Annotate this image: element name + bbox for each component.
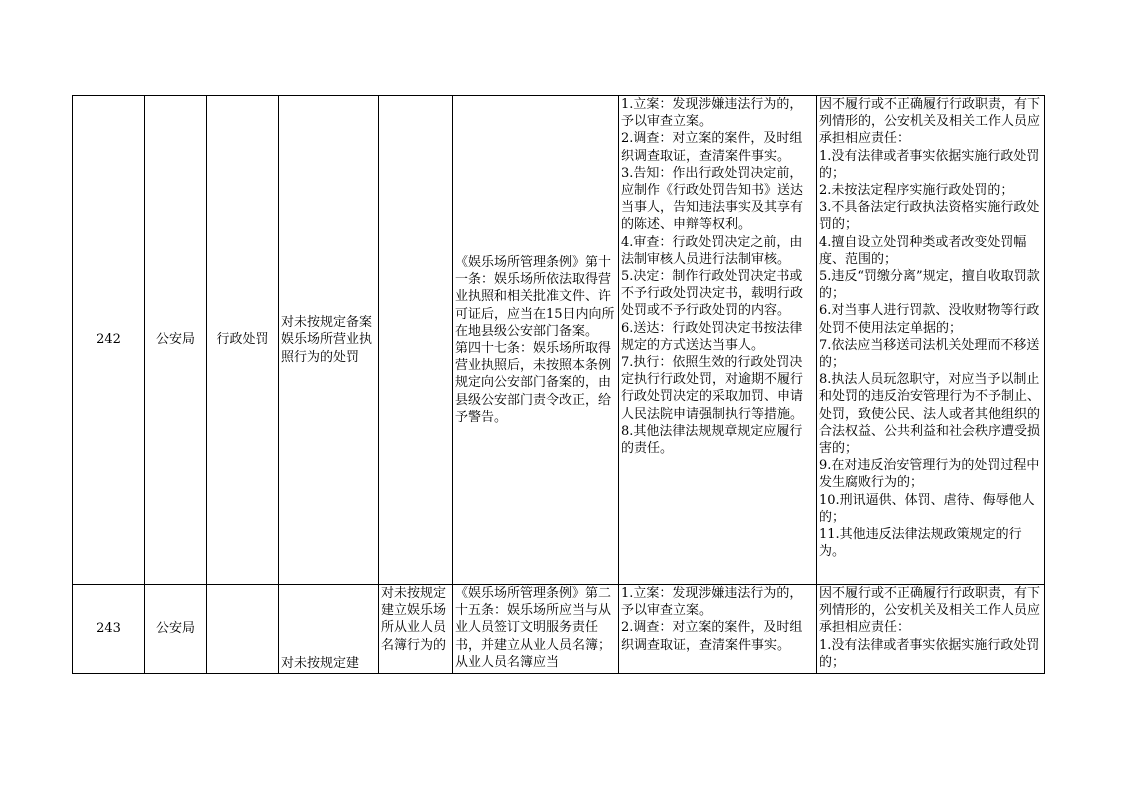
item-name-text: 对未按规定建 [281,656,360,671]
liability-text: 因不履行或不正确履行行政职责，有下列情形的，公安机关及相关工作人员应承担相应责任： 1.没有法律或者事实依据实施行政处罚的； 2.未按法定程序实施行政处罚的； 3.不具备法定行政执法资格实施行政处罚的； 4.擅自设立处罚种类或者改变处罚幅度、范围的； 5.违反“罚缴分离”规定，擅自收取罚款的； 6.对当事人进行罚款、没收财物等行政处罚不使用法定单据的； 7.依法应当移送司法机关处理而不移送的； 8.执法人员玩忽职守，对应当予以制止和处罚的违反治安管理行为不予制止、处罚，致使公民、法人或者其他组织的合法权益、公共利益和社会秩序遭受损害的； 9.在对违反治安管理行为的处罚过程中发生腐败行为的； 10.刑讯逼供、体罚、虐待、侮辱他人的； 11.其他违反法律法规政策规定的行为。 [819,97,1041,560]
power-type-cell [207,585,279,674]
table-row [73,585,1045,674]
department-cell: 公安局 [145,585,207,674]
liability-cell [817,96,1045,585]
legal-basis-text: 《娱乐场所管理条例》第十一条：娱乐场所依法取得营业执照和相关批准文件、许可证后，应当在15日内向所在地县级公安部门备案。 第四十七条：娱乐场所取得营业执照后，未按照本条例规定向公安部门备案的，由县级公安部门责令改正，给予警告。 [455,254,615,425]
rights-responsibility-table [72,95,1045,674]
sub-item-cell [379,585,453,674]
item-name-cell: 对未按规定备案娱乐场所营业执照行为的处罚 [279,96,379,585]
procedure-text: 1.立案：发现涉嫌违法行为的，予以审查立案。 2.调查：对立案的案件，及时组织调查取证，查清案件事实。 [621,586,803,653]
procedure-text: 1.立案：发现涉嫌违法行为的，予以审查立案。 2.调查：对立案的案件，及时组织调查取证，查清案件事实。 3.告知：作出行政处罚决定前，应制作《行政处罚告知书》送达当事人，告知违法事实及其享有的陈述、申辩等权利。 4.审查：行政处罚决定之前，由法制审核人员进行法制审核。 5.决定：制作行政处罚决定书或不予行政处罚决定书，载明行政处罚或不予行政处罚的内容。 6.送达：行政处罚决定书按法律规定的方式送达当事人。 7.执行：依照生效的行政处罚决定执行行政处罚，对逾期不履行行政处罚决定的采取加罚、申请人民法院申请强制执行等措施。 8.其他法律法规规章规定应履行的责任。 [621,97,804,457]
department-cell: 公安局 [145,96,207,585]
liability-text: 因不履行或不正确履行行政职责，有下列情形的，公安机关及相关工作人员应承担相应责任： 1.没有法律或者事实依据实施行政处罚的； [819,586,1041,670]
procedure-cell [619,585,817,674]
sub-item-cell [379,96,453,585]
row-number: 243 [73,585,145,674]
procedure-cell [619,96,817,585]
legal-basis-cell [453,96,619,585]
liability-cell [817,585,1045,674]
row-number: 242 [73,96,145,585]
item-name-cell [279,585,379,674]
legal-basis-cell [453,585,619,674]
table-row [73,96,1045,585]
legal-basis-text: 《娱乐场所管理条例》第二十五条：娱乐场所应当与从业人员签订文明服务责任书，并建立从业人员名簿；从业人员名簿应当 [455,586,612,670]
power-type-cell: 行政处罚 [207,96,279,585]
item-name-clip [281,585,376,673]
sub-item-text: 对未按规定建立娱乐场所从业人员名簿行为的 [381,586,447,653]
